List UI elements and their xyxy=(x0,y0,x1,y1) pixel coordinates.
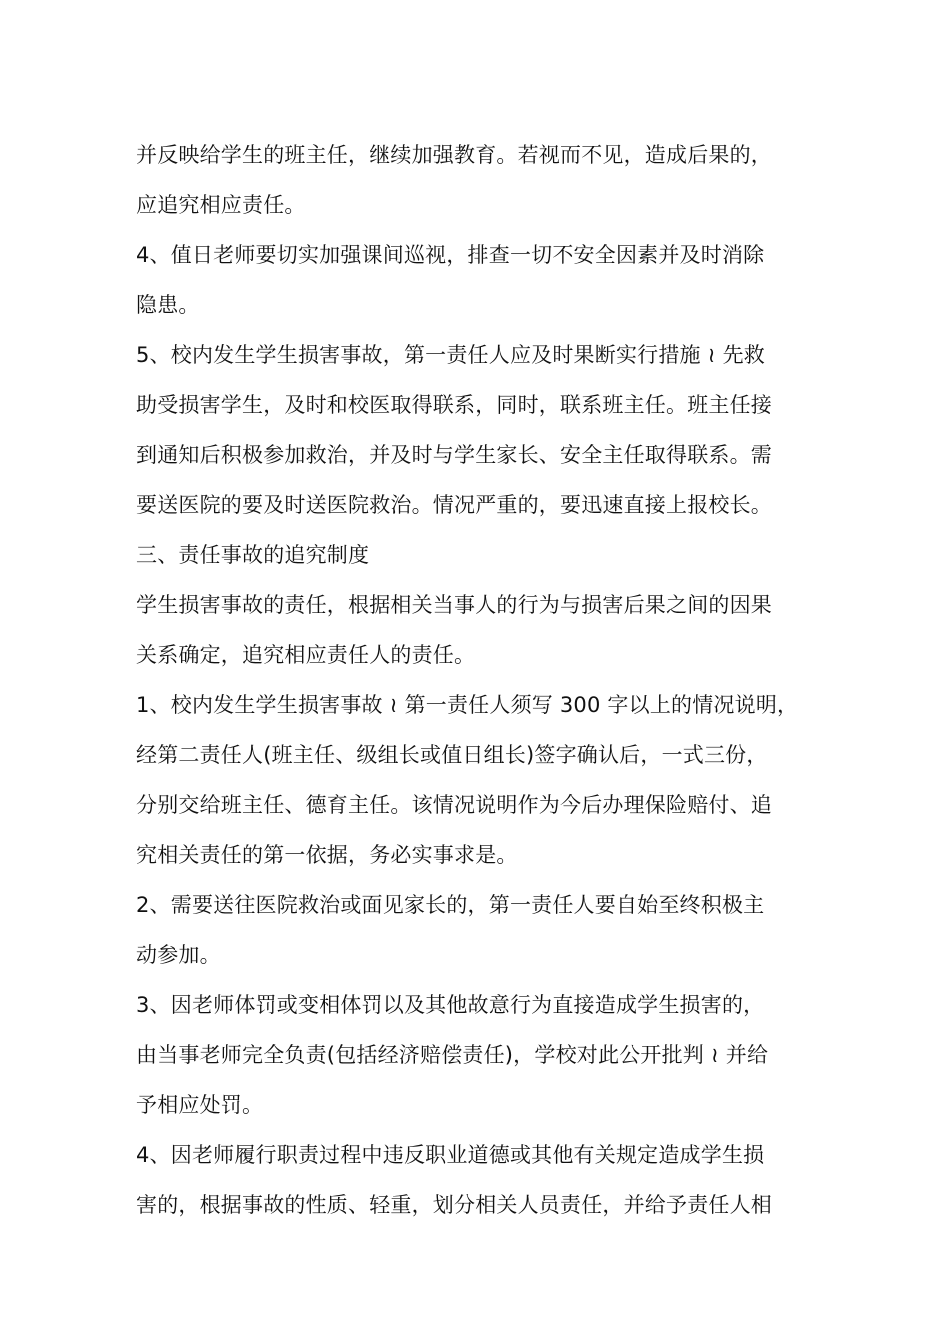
text-line: 3、因老师体罚或变相体罚以及其他故意行为直接造成学生损害的， xyxy=(136,993,765,1017)
text-line: 究相关责任的第一依据，务必实事求是。 xyxy=(136,843,518,867)
text-line: 1、校内发生学生损害事故 ≀ 第一责任人须写 300 字以上的情况说明， xyxy=(136,693,799,717)
text-line: 2、需要送往医院救治或面见家长的，第一责任人要自始至终积极主 xyxy=(136,893,765,917)
text-line: 学生损害事故的责任，根据相关当事人的行为与损害后果之间的因果 xyxy=(136,593,772,617)
text-line: 4、因老师履行职责过程中违反职业道德或其他有关规定造成学生损 xyxy=(136,1143,765,1167)
document-body xyxy=(136,130,836,1230)
section-heading: 三、责任事故的追究制度 xyxy=(136,543,370,567)
text-line: 并反映给学生的班主任，继续加强教育。若视而不见，造成后果的， xyxy=(136,143,772,167)
text-line: 到通知后积极参加救治，并及时与学生家长、安全主任取得联系。需 xyxy=(136,443,772,467)
text-line: 要送医院的要及时送医院救治。情况严重的，要迅速直接上报校长。 xyxy=(136,493,772,517)
text-line: 5、校内发生学生损害事故，第一责任人应及时果断实行措施 ≀ 先救 xyxy=(136,343,765,367)
text-line: 害的，根据事故的性质、轻重，划分相关人员责任，并给予责任人相 xyxy=(136,1193,772,1217)
text-line: 经第二责任人(班主任、级组长或值日组长)签字确认后，一式三份， xyxy=(136,743,768,767)
text-line: 由当事老师完全负责(包括经济赔偿责任)，学校对此公开批判 ≀ 并给 xyxy=(136,1043,769,1067)
text-line: 4、值日老师要切实加强课间巡视，排查一切不安全因素并及时消除 xyxy=(136,243,765,267)
text-line: 分别交给班主任、德育主任。该情况说明作为今后办理保险赔付、追 xyxy=(136,793,772,817)
text-line: 予相应处罚。 xyxy=(136,1093,264,1117)
text-line: 隐患。 xyxy=(136,293,200,317)
text-line: 关系确定，追究相应责任人的责任。 xyxy=(136,643,476,667)
text-line: 应追究相应责任。 xyxy=(136,193,306,217)
text-line: 动参加。 xyxy=(136,943,221,967)
text-line: 助受损害学生，及时和校医取得联系，同时，联系班主任。班主任接 xyxy=(136,393,772,417)
